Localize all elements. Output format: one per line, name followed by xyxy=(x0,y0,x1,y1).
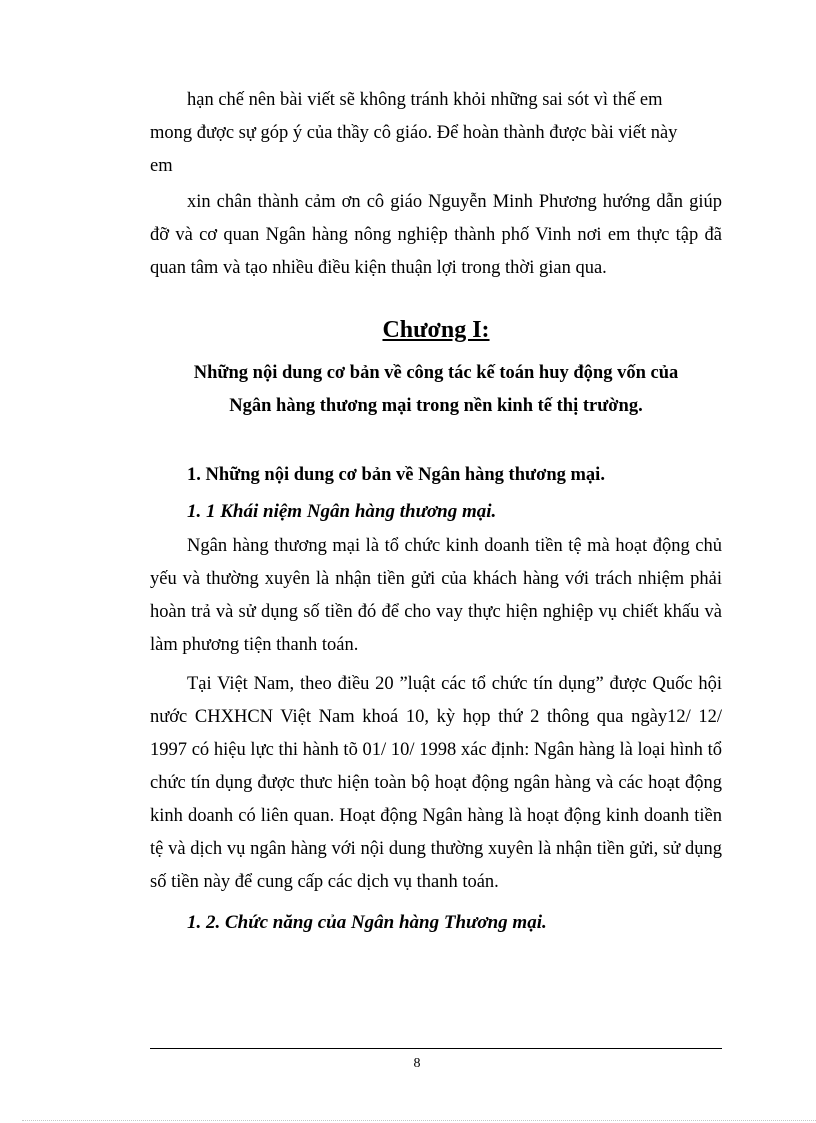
intro-line-1: hạn chế nên bài viết sẽ không tránh khỏi những sai sót vì thế em xyxy=(187,90,663,110)
intro-paragraph-1 xyxy=(150,84,722,183)
intro-paragraph-2: xin chân thành cảm ơn cô giáo Nguyễn Minh Phương hướng dẫn giúp đỡ và cơ quan Ngân hàng nông nghiệp thành phố Vinh nơi em thực tập đã quan tâm và tạo nhiều điều kiện thuận lợi trong thời gian qua. xyxy=(150,192,722,278)
chapter-subtitle-line-2: Ngân hàng thương mại trong nền kinh tế thị trường. xyxy=(229,396,643,416)
page-number: 8 xyxy=(413,1056,421,1071)
chapter-title: Chương I: xyxy=(382,317,490,343)
law-paragraph: Tại Việt Nam, theo điều 20 ”luật các tổ chức tín dụng” được Quốc hội nước CHXHCN Việt Nam khoá 10, kỳ họp thứ 2 thông qua ngày12/ 12/ 1997 có hiệu lực thi hành tõ 01/ 10/ 1998 xác định: Ngân hàng là loại hình tổ chức tín dụng được thưc hiện toàn bộ hoạt động ngân hàng và các hoạt động kinh doanh có liên quan. Hoạt động Ngân hàng là hoạt động kinh doanh tiền tệ và dịch vụ ngân hàng với nội dung thường xuyên là nhận tiền gửi, sử dụng số tiền này để cung cấp các dịch vụ thanh toán. xyxy=(150,674,722,892)
page-bottom-edge xyxy=(22,1120,816,1121)
footer-divider xyxy=(150,1048,722,1049)
chapter-subtitle xyxy=(150,357,722,423)
section-heading-1-1: 1. 1 Khái niệm Ngân hàng thương mại. xyxy=(187,501,497,522)
definition-paragraph: Ngân hàng thương mại là tổ chức kinh doanh tiền tệ mà hoạt động chủ yếu và thường xuyên là nhận tiền gửi của khách hàng với trách nhiệm phải hoàn trả và sử dụng số tiền đó để cho vay thực hiện nghiệp vụ chiết khấu và làm phương tiện thanh toán. xyxy=(150,536,722,655)
section-heading-1: 1. Những nội dung cơ bản về Ngân hàng thương mại. xyxy=(187,465,605,485)
chapter-subtitle-line-1: Những nội dung cơ bản về công tác kế toán huy động vốn của xyxy=(193,363,679,383)
intro-line-2: mong được sự góp ý của thầy cô giáo. Để hoàn thành được bài viết này xyxy=(150,123,678,143)
section-heading-1-2: 1. 2. Chức năng của Ngân hàng Thương mại. xyxy=(187,912,547,933)
page-body xyxy=(150,84,722,941)
intro-line-3: em xyxy=(150,156,173,176)
